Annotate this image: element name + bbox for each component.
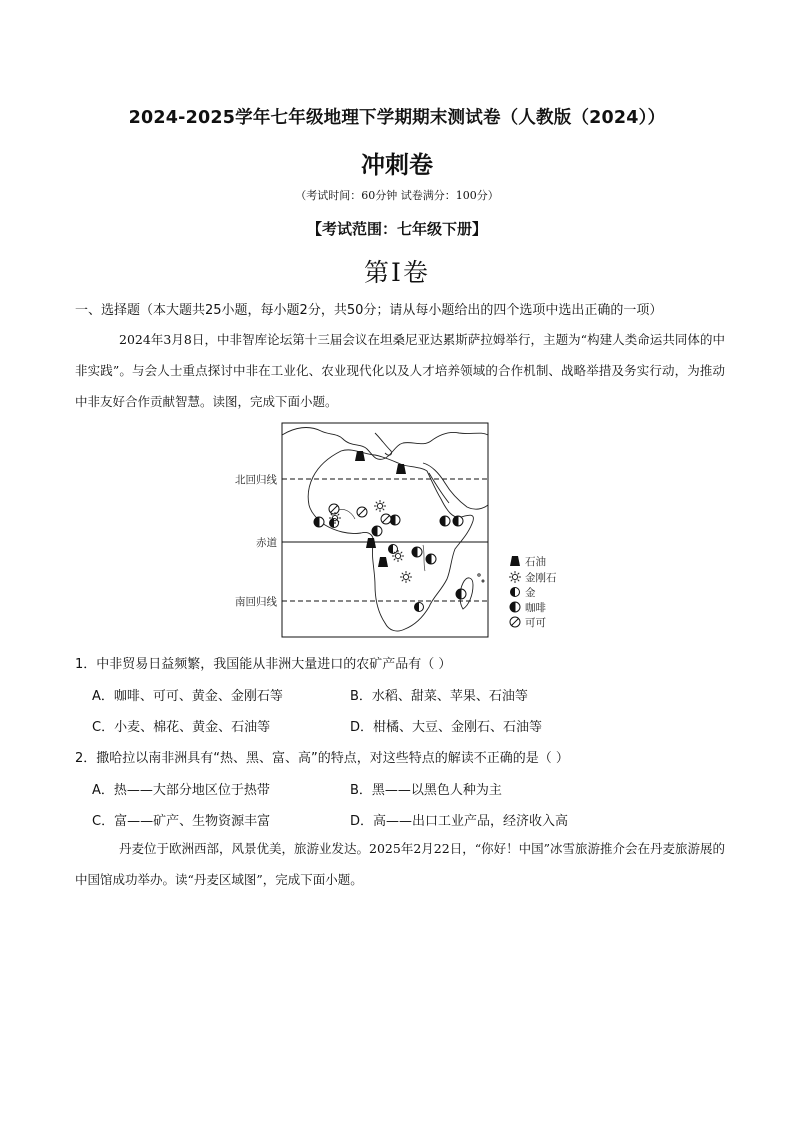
tropic-capricorn-label: 南回归线 [235,596,277,608]
passage-1-text: 2024年3月8日，中非智库论坛第十三届会议在坦桑尼亚达累斯萨拉姆举行，主题为“构建人类命运共同体的中非实践”。与会人士重点探讨中非在工业化、农业现代化以及人才培养领域的合作机制、战略举措及务实行动，为推动中非友好合作贡献智慧。读图，完成下面小题。 [75,332,725,409]
map-legend [509,555,557,629]
section-heading: 一、选择题（本大题共25小题，每小题2分，共50分；请从每小题给出的四个选项中选出正确的一项） [75,303,663,318]
coffee-symbol [456,589,466,599]
question-2-stem: 2．撒哈拉以南非洲具有“热、黑、富、高”的特点，对这些特点的解读不正确的是（ ） [75,751,569,766]
oil-icon [510,556,520,566]
exam-scope: 【考试范围：七年级下册】 [306,220,487,238]
coffee-symbol [372,526,382,536]
gold-symbol [389,545,398,554]
q1-option-c[interactable]: C．小麦、棉花、黄金、石油等 [92,720,271,735]
gold-symbol [415,603,424,612]
coffee-symbol [412,547,422,557]
q1-option-a[interactable]: A．咖啡、可可、黄金、金刚石等 [92,689,283,704]
q2-option-d[interactable]: D．高——出口工业产品，经济收入高 [350,814,569,829]
passage-2 [75,833,725,895]
cocoa-symbol [329,504,339,514]
coffee-symbol [390,515,400,525]
tropic-cancer-label: 北回归线 [235,474,277,486]
legend-label-oil: 石油 [525,556,546,568]
q2-option-b[interactable]: B．黑——以黑色人种为主 [350,783,502,798]
exam-subtitle: 冲刺卷 [361,151,433,179]
exam-meta: （考试时间：60分钟 试卷满分：100分） [295,189,499,202]
q1-option-d[interactable]: D．柑橘、大豆、金刚石、石油等 [350,720,543,735]
question-1-stem: 1．中非贸易日益频繁，我国能从非洲大量进口的农矿产品有（ ） [75,657,452,672]
equator-label: 赤道 [256,537,277,549]
africa-resource-map [225,421,557,641]
q1-option-b[interactable]: B．水稻、甜菜、苹果、石油等 [350,689,528,704]
passage-2-text: 丹麦位于欧洲西部，风景优美，旅游业发达。2025年2月22日，“你好！中国”冰雪旅游推介会在丹麦旅游展的中国馆成功举办。读“丹麦区域图”，完成下面小题。 [75,841,725,887]
legend-label-coffee: 咖啡 [525,602,546,614]
passage-1 [75,324,725,417]
coffee-symbol [453,516,463,526]
q2-option-c[interactable]: C．富——矿产、生物资源丰富 [92,814,271,829]
legend-label-cocoa: 可可 [525,617,546,629]
cocoa-symbol [357,507,367,517]
coffee-symbol [440,516,450,526]
cocoa-symbol [381,514,391,524]
volume-heading: 第Ⅰ卷 [364,258,430,287]
coffee-icon [510,602,520,612]
legend-label-diamond: 金刚石 [525,572,557,584]
legend-label-gold: 金 [525,587,536,599]
cocoa-icon [510,617,520,627]
coffee-symbol [314,517,324,527]
diamond-icon [509,571,521,583]
map-frame [282,423,488,637]
exam-title: 2024-2025学年七年级地理下学期期末测试卷（人教版（2024）） [128,108,666,128]
gold-icon [511,588,520,597]
q2-option-a[interactable]: A．热——大部分地区位于热带 [92,783,270,798]
coffee-symbol [426,554,436,564]
